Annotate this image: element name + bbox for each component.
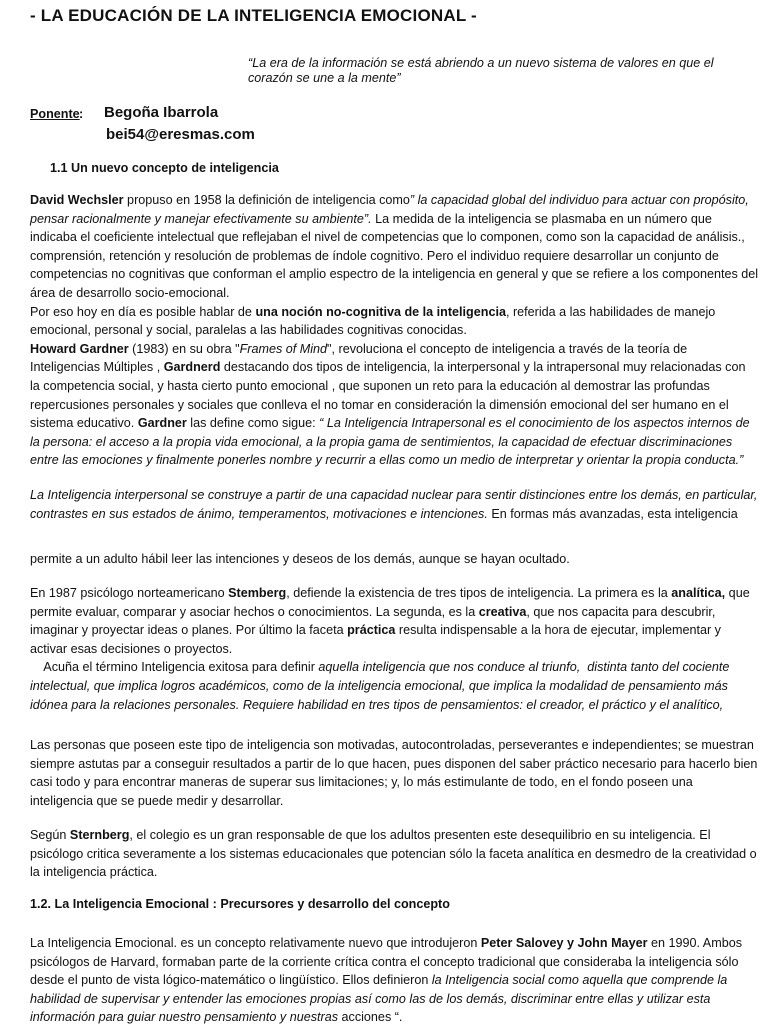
text-line: intelectual, que implica logros académicos, como de la inteligencia emocional, que implica la modalidad de pensamiento más (30, 678, 728, 693)
paragraph-salovey-mayer (30, 934, 742, 1027)
text-line: entre las emociones y finalmente ponerles nombre y recurrir a ellas como un medio de interpretar y orientar la propia conducta.” (30, 453, 744, 468)
document-title: - LA EDUCACIÓN DE LA INTELIGENCIA EMOCIONAL - (30, 6, 477, 25)
text-line: desde el punto de vista lógico-matemático o lingüístico. Ellos definieron la Inteligencia social como aquella que comprende la (30, 973, 728, 988)
text-line: indicaba el coeficiente intelectual que reflejaban el nivel de competencias que lo componen, como son la capacidad de análisis., (30, 230, 745, 245)
text-line: habilidad de supervisar y entender las emociones propias así como las de los demás, discriminar entre ellas y utilizar esta (30, 991, 711, 1006)
section-heading-1-2: 1.2. La Inteligencia Emocional : Precursores y desarrollo del concepto (30, 897, 450, 911)
text-line: la persona: el acceso a la propia vida emocional, a la propia gama de sentimientos, la capacidad de efectuar discriminaciones (30, 434, 733, 449)
epigraph-quote (248, 56, 728, 86)
paragraph-colegio (30, 826, 757, 882)
text-line: psicólogo critica severamente a los sistemas educacionales que potencian sólo la faceta analítica en desmedro de la creatividad o (30, 846, 757, 861)
text-line: La Inteligencia interpersonal se construye a partir de una capacidad nuclear para sentir distinciones entre los demás, en particular, (30, 488, 758, 502)
text-line: siempre astutas par a conseguir resultados a partir de lo que hacen, pues disponen del saber práctico necesario para hacerlo bien (30, 756, 758, 771)
text-line: la competencia social, y hasta cierto punto emocional , que suponen un reto para la educación al demostrar las profundas (30, 378, 710, 393)
epigraph-line: corazón se une a la mente” (248, 71, 401, 85)
text-line: comprensión, retención y resolución de problemas de índole cognitivo. Pero el individuo requiere desarrollar un conjunto de (30, 248, 719, 263)
paragraph-wechsler-gardner (30, 191, 759, 470)
text-line: idónea para la relaciones personales. Requiere habilidad en tres tipos de pensamientos: el creador, el práctico y el analítico, (30, 697, 724, 712)
text-line: emocional, personal y social, paralelas a las habilidades cognitivas conocidas. (30, 323, 467, 338)
text-line: Por eso hoy en día es posible hablar de una noción no-cognitiva de la inteligencia, referida a las habilidades de manejo (30, 304, 716, 319)
speaker-name: Begoña Ibarrola (104, 104, 219, 121)
text-line: La Inteligencia Emocional. es un concepto relativamente nuevo que introdujeron Peter Salovey y John Mayer en 1990. Ambos (30, 936, 743, 950)
paragraph-personas (30, 736, 758, 810)
text-line: David Wechsler propuso en 1958 la definición de inteligencia como” la capacidad global del individuo para actuar con propósito, (30, 193, 749, 207)
text-line: Acuña el término Inteligencia exitosa para definir aquella inteligencia que nos conduce al triunfo, distinta tanto del cociente (30, 660, 730, 675)
text-line: psicólogos de Harvard, formaban parte de la corriente crítica contra el concepto tradicional que consideraba la inteligencia sólo (30, 954, 739, 969)
ponente-label: Ponente (30, 107, 80, 121)
section-heading-1-1: 1.1 Un nuevo concepto de inteligencia (50, 161, 279, 175)
text-line: área de desarrollo socio-emocional. (30, 285, 230, 300)
text-line: repercusiones personales y sociales que conlleva el no tomar en consideración la dimensión emocional del ser humano en el (30, 397, 729, 412)
text-line: activar esas decisiones o proyectos. (30, 641, 233, 656)
text-line: permite evaluar, comparar y asociar hechos o conocimientos. La segunda, es la creativa, que nos capacita para descubrir, (30, 604, 716, 619)
text-line: competencias no cognitivas que conforman el amplio espectro de la inteligencia en general y que se refiere a los componentes del (30, 267, 759, 282)
paragraph-adult-skill (30, 550, 742, 569)
epigraph-line: “La era de la información se está abriendo a un nuevo sistema de valores en que el (248, 56, 714, 70)
text-line: Howard Gardner (1983) en su obra "Frames of Mind", revoluciona el concepto de inteligencia a través de la teoría de (30, 341, 688, 356)
text-line: contrastes en sus estados de ánimo, temperamentos, motivaciones e intenciones. En formas más avanzadas, esta inteligencia (30, 506, 738, 521)
text-line: sistema educativo. Gardner las define como sigue: “ La Inteligencia Intrapersonal es el conocimiento de los aspectos internos de (30, 416, 750, 431)
paragraph-sternberg (30, 584, 750, 714)
text-line: pensar racionalmente y manejar efectivamente su ambiente”. La medida de la inteligencia se plasmaba en un número que (30, 211, 712, 226)
text-line: inteligencia que se puede medir y desarrollar. (30, 793, 284, 808)
text-line: En 1987 psicólogo norteamericano Stemberg, defiende la existencia de tres tipos de inteligencia. La primera es la analítica, que (30, 586, 750, 600)
text-line: imaginar y proyectar ideas o planes. Por último la faceta práctica resulta indispensable a la hora de ejecutar, implementar y (30, 623, 721, 638)
text-line: información para guiar nuestro pensamiento y nuestras acciones “. (30, 1010, 403, 1025)
text-line: Las personas que poseen este tipo de inteligencia son motivadas, autocontroladas, perseverantes e independientes; se muestran (30, 738, 754, 752)
text-line: Según Sternberg, el colegio es un gran responsable de que los adultos presenten este desequilibrio en su inteligencia. El (30, 828, 711, 842)
text-line: permite a un adulto hábil leer las intenciones y deseos de los demás, aunque se hayan ocultado. (30, 552, 570, 566)
text-line: casi todo y para encontrar maneras de superar sus limitaciones; y, lo más estimulante de todo, en el fondo poseen una (30, 775, 693, 790)
ponente-colon: : (79, 107, 84, 121)
paragraph-interpersonal (30, 486, 758, 523)
text-line: la inteligencia práctica. (30, 865, 158, 880)
speaker-email: bei54@eresmas.com (106, 126, 255, 143)
text-line: Inteligencias Múltiples , Gardnerd destacando dos tipos de inteligencia, la interpersonal y la intrapersonal muy relacionadas con (30, 360, 746, 375)
